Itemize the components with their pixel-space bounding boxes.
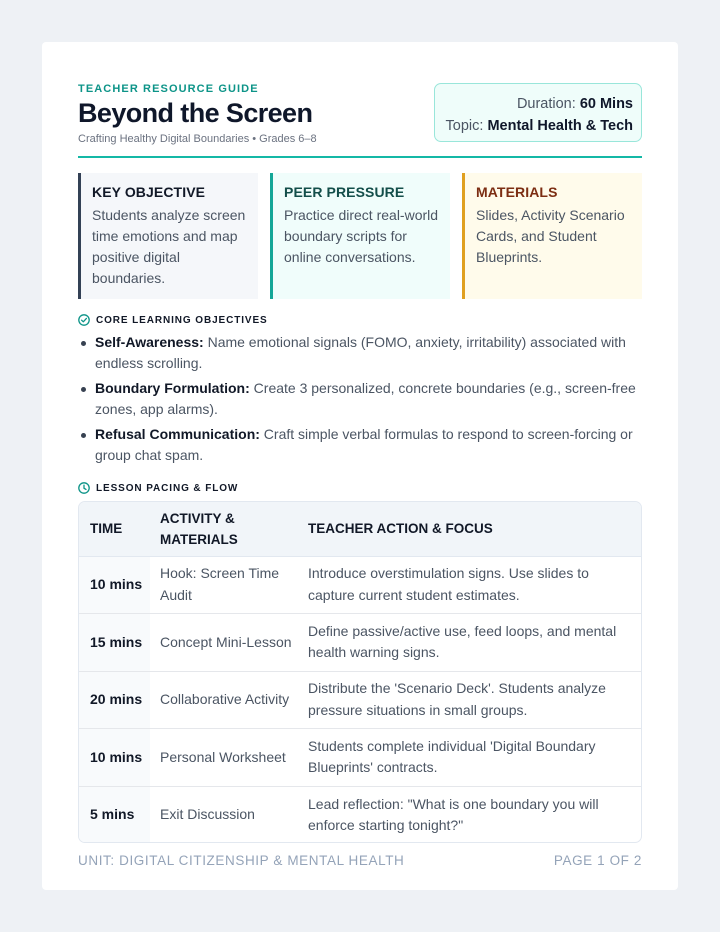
page-subtitle: Crafting Healthy Digital Boundaries • Grades 6–8 xyxy=(78,133,317,145)
target-check-icon xyxy=(78,314,90,326)
objectives-heading xyxy=(78,314,268,326)
unit-label: UNIT: DIGITAL CITIZENSHIP & MENTAL HEALTH xyxy=(78,853,405,868)
pacing-heading-text: LESSON PACING & FLOW xyxy=(96,482,239,494)
cell-activity: Collaborative Activity xyxy=(150,671,298,729)
objective-text: Create 3 personalized, concrete boundaries (e.g., screen-free zones, app alarms). xyxy=(95,380,636,417)
column-header-time: TIME xyxy=(79,502,150,556)
card-title: MATERIALS xyxy=(476,184,558,200)
cell-activity: Personal Worksheet xyxy=(150,729,298,787)
list-item xyxy=(78,424,642,466)
topic-label: Topic: xyxy=(445,118,484,134)
cell-focus: Define passive/active use, feed loops, and mental health warning signs. xyxy=(298,614,641,672)
header-divider xyxy=(78,156,642,158)
page-title: Beyond the Screen xyxy=(78,98,313,128)
cell-activity: Hook: Screen Time Audit xyxy=(150,556,298,614)
list-item xyxy=(78,378,642,420)
page-content xyxy=(78,78,642,868)
cell-activity: Concept Mini-Lesson xyxy=(150,614,298,672)
objective-term: Boundary Formulation: xyxy=(95,380,250,396)
cell-activity: Exit Discussion xyxy=(160,806,255,823)
lesson-meta-box xyxy=(434,83,642,142)
objective-term: Self-Awareness: xyxy=(95,334,204,350)
table-header-row xyxy=(79,502,641,556)
table-row xyxy=(79,729,641,787)
cell-time: 20 mins xyxy=(79,671,150,729)
objective-text: Name emotional signals (FOMO, anxiety, irritability) associated with endless scrolling. xyxy=(95,334,626,371)
card-title: KEY OBJECTIVE xyxy=(92,184,206,200)
card-materials xyxy=(462,173,642,299)
card-body: Practice direct real-world boundary scripts for online conversations. xyxy=(284,207,439,265)
cell-focus: Lead reflection: "What is one boundary you will enforce starting tonight?" xyxy=(308,795,599,833)
eyebrow-label: TEACHER RESOURCE GUIDE xyxy=(78,83,259,95)
cell-time: 15 mins xyxy=(79,614,150,672)
card-body: Slides, Activity Scenario Cards, and Student Blueprints. xyxy=(476,207,625,265)
objectives-list xyxy=(78,332,642,470)
summary-cards xyxy=(78,173,642,299)
cell-time: 5 mins xyxy=(79,786,150,843)
clock-icon xyxy=(78,482,90,494)
duration-line xyxy=(435,93,633,115)
column-header-focus: TEACHER ACTION & FOCUS xyxy=(298,502,641,556)
cell-time: 10 mins xyxy=(79,729,150,787)
objective-term: Refusal Communication: xyxy=(95,426,260,442)
page-number: PAGE 1 OF 2 xyxy=(553,853,642,868)
list-item xyxy=(78,332,642,374)
lesson-plan-page xyxy=(42,42,678,890)
page-footer xyxy=(78,853,642,868)
objective-text: Craft simple verbal formulas to respond to screen-forcing or group chat spam. xyxy=(95,426,633,463)
card-title: PEER PRESSURE xyxy=(284,184,405,200)
column-header-activity: ACTIVITY & MATERIALS xyxy=(150,502,298,556)
table-row xyxy=(79,786,641,843)
duration-label: Duration: xyxy=(516,96,576,112)
table-row xyxy=(79,614,641,672)
table-row xyxy=(79,671,641,729)
cell-focus: Students complete individual 'Digital Boundary Blueprints' contracts. xyxy=(298,729,641,787)
card-body: Students analyze screen time emotions and map positive digital boundaries. xyxy=(92,207,246,286)
objectives-heading-text: CORE LEARNING OBJECTIVES xyxy=(96,314,268,326)
cell-focus: Distribute the 'Scenario Deck'. Students analyze pressure situations in small groups. xyxy=(298,671,641,729)
cell-focus: Introduce overstimulation signs. Use slides to capture current student estimates. xyxy=(298,556,641,614)
pacing-heading xyxy=(78,482,238,494)
topic-line xyxy=(435,115,633,137)
card-key-objective xyxy=(78,173,258,299)
topic-value: Mental Health & Tech xyxy=(487,118,633,134)
table-row xyxy=(79,556,641,614)
duration-value: 60 Mins xyxy=(579,96,633,112)
card-peer-pressure xyxy=(270,173,450,299)
pacing-table xyxy=(78,501,642,843)
cell-time: 10 mins xyxy=(79,556,150,614)
